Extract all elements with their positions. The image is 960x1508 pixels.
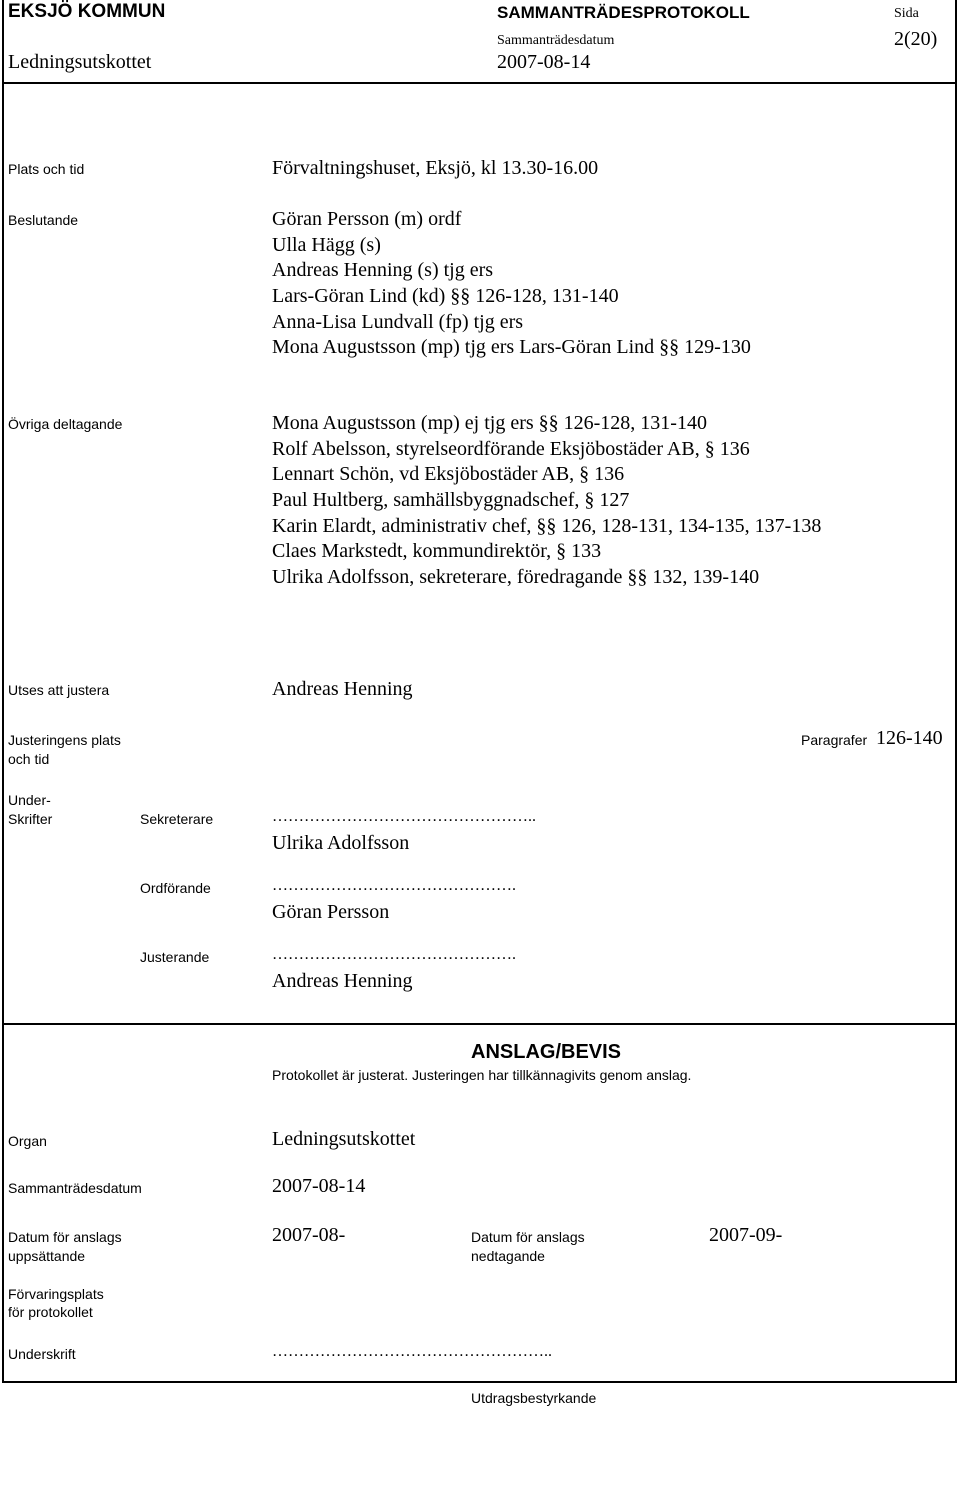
organ-label: Organ (8, 1133, 47, 1149)
committee-name: Ledningsutskottet (8, 51, 152, 73)
removed-label-1: Datum för anslags (471, 1229, 585, 1245)
municipality-name: EKSJÖ KOMMUN (8, 1, 166, 22)
notice-date-value: 2007-08-14 (272, 1175, 366, 1197)
notice-text: Protokollet är justerat. Justeringen har tillkännagivits genom anslag. (272, 1067, 692, 1083)
voting-label: Beslutande (8, 212, 79, 228)
organ-value: Ledningsutskottet (272, 1128, 416, 1150)
adjuster-role: Justerande (140, 949, 210, 965)
signature-line: ………………………………………. (272, 946, 516, 963)
adjuster-name: Andreas Henning (272, 970, 413, 992)
signature-line: ………………………………………. (272, 877, 516, 894)
other-participants-list (272, 410, 821, 590)
voting-member: Anna-Lisa Lundvall (fp) tjg ers (272, 310, 524, 333)
document-title: SAMMANTRÄDESPROTOKOLL (497, 3, 750, 22)
voting-member: Andreas Henning (s) tjg ers (272, 259, 494, 282)
adjust-place-label-1: Justeringens plats (8, 732, 121, 748)
participant: Claes Markstedt, kommundirektör, § 133 (272, 540, 602, 563)
paragraphs-label: Paragrafer (801, 732, 868, 748)
participant: Rolf Abelsson, styrelseordförande Eksjöbostäder AB, § 136 (272, 437, 750, 460)
storage-label-2: för protokollet (8, 1304, 93, 1320)
participant: Mona Augustsson (mp) ej tjg ers §§ 126-128, 131-140 (272, 412, 707, 434)
signature-label: Underskrift (8, 1346, 76, 1362)
notice-signature-line: …………………………………………….. (272, 1343, 552, 1360)
page-label: Sida (894, 6, 919, 21)
voting-member: Mona Augustsson (mp) tjg ers Lars-Göran Lind §§ 129-130 (272, 336, 751, 359)
meeting-date-label: Sammanträdesdatum (497, 33, 615, 48)
chairman-role: Ordförande (140, 880, 211, 896)
storage-label-1: Förvaringsplats (8, 1286, 104, 1302)
adjust-place-label-2: och tid (8, 751, 50, 767)
meeting-date: 2007-08-14 (497, 51, 591, 73)
header-divider (2, 82, 957, 84)
voting-member: Lars-Göran Lind (kd) §§ 126-128, 131-140 (272, 285, 619, 308)
appointed-value: Andreas Henning (272, 678, 413, 700)
removed-label-2: nedtagande (471, 1248, 545, 1264)
participant: Karin Elardt, administrativ chef, §§ 126, 128-131, 134-135, 137-138 (272, 514, 822, 537)
signatures-label-1: Under- (8, 792, 51, 808)
participant: Ulrika Adolfsson, sekreterare, föredragande §§ 132, 139-140 (272, 566, 760, 589)
posted-value: 2007-08- (272, 1224, 346, 1246)
secretary-name: Ulrika Adolfsson (272, 832, 410, 854)
voting-members-list (272, 206, 751, 360)
place-label: Plats och tid (8, 161, 85, 177)
appointed-label: Utses att justera (8, 682, 110, 698)
page-number: 2(20) (894, 28, 938, 50)
voting-member: Göran Persson (m) ordf (272, 208, 462, 230)
posted-label-1: Datum för anslags (8, 1229, 122, 1245)
certifier-label: Utdragsbestyrkande (471, 1390, 597, 1406)
others-label: Övriga deltagande (8, 416, 123, 432)
posted-label-2: uppsättande (8, 1248, 86, 1264)
signatures-label-2: Skrifter (8, 811, 53, 827)
participant: Lennart Schön, vd Eksjöbostäder AB, § 136 (272, 463, 625, 486)
secretary-role: Sekreterare (140, 811, 214, 827)
participant: Paul Hultberg, samhällsbyggnadschef, § 127 (272, 489, 630, 512)
signature-line: ………………………………………….. (272, 808, 536, 825)
notice-title: ANSLAG/BEVIS (471, 1041, 622, 1063)
voting-member: Ulla Hägg (s) (272, 233, 381, 256)
notice-divider (2, 1023, 957, 1025)
chairman-name: Göran Persson (272, 901, 390, 923)
notice-date-label: Sammanträdesdatum (8, 1180, 142, 1196)
paragraphs-value: 126-140 (876, 727, 943, 749)
removed-value: 2007-09- (709, 1224, 783, 1246)
place-value: Förvaltningshuset, Eksjö, kl 13.30-16.00 (272, 157, 599, 179)
